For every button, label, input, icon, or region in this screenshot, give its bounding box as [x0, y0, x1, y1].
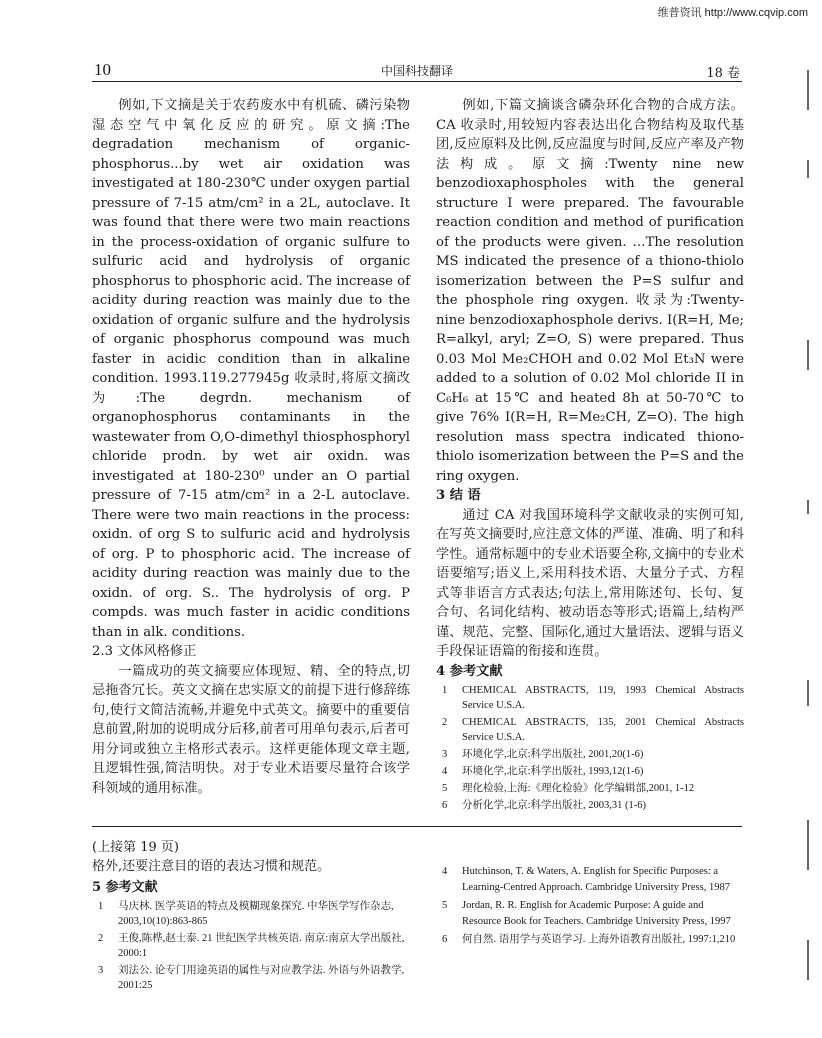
- right-paragraph-2: 通过 CA 对我国环境科学文献收录的实例可知,在写英文摘要时,应注意文体的严谨、准确、明了和科学性。通常标题中的专业术语要全称,文摘中的专业术语要缩写;语义上,采用科技术语、大量分子式、方程式等非语言方式表达;句法上,常用陈述句、长句、复合句、名词化结构、被动语态等形式;语篇上,结构严谨、规范、完整、国际化,通过大量语法、逻辑与语义手段保证语篇的衔接和连贯。: [436, 507, 744, 659]
- volume-label: 18 卷: [706, 66, 740, 81]
- section-divider: [92, 826, 742, 827]
- section-4-heading: 4 参考文献: [436, 663, 503, 679]
- continued-line: 格外,还要注意目的语的表达习惯和规范。: [92, 859, 331, 874]
- bottom-right-block: [436, 862, 744, 950]
- reference-item: 5 Jordan, R. R. English for Academic Purpose: A guide and Resource Book for Teachers. Cambridge University Press, 1997: [442, 900, 731, 927]
- reference-item: 2 CHEMICAL ABSTRACTS, 135, 2001 Chemical Abstracts Service U.S.A.: [442, 717, 744, 743]
- reference-list-bottom-left: [92, 899, 422, 993]
- right-column: [436, 96, 744, 815]
- left-column: [92, 96, 410, 798]
- reference-item: 4 环境化学,北京:科学出版社, 1993,12(1-6): [442, 766, 644, 777]
- section-3-heading: 3 结 语: [436, 488, 481, 503]
- reference-item: 4 Hutchinson, T. & Waters, A. English for Specific Purposes: a Learning-Centred Approach. Cambridge University Press, 1987: [442, 866, 730, 893]
- right-paragraph-1: 例如,下篇文摘谈含磷杂环化合物的合成方法。CA 收录时,用较短内容表达出化合物结构及取代基团,反应原料及比例,反应温度与时间,反应产率及产物法构成。原文摘:Twenty nine new benzodioxaphospholes with the general structure I were prepared. The favourable reaction condition and method of purification of the products were given. …The resolution MS indicated the presence of a thiono-thiolo isomerization between the P=S sulfur and the phosphole ring oxygen. 收录为:Twenty-nine benzodioxaphosphole derivs. I(R=H, Me; R=alkyl, aryl; Z=O, S) were prepared. Thus 0.03 Mol Me₂CHOH and 0.02 Mol Et₃N were added to a solution of 0.02 Mol chloride II in C₆H₆ at 15℃ and heated 8h at 50-70℃ to give 76% I(R=H, R=Me₂CH, Z=O). The high resolution mass spectra indicated thiono-thiolo isomerization between the P=S and the ring oxygen.: [436, 98, 744, 484]
- reference-item: 2 王俊,陈桦,赵士泰. 21 世纪医学共核英语. 南京:南京大学出版社, 2000:1: [98, 933, 405, 959]
- subsection-heading: 2.3 文体风格修正: [92, 644, 197, 659]
- page-header: [92, 58, 742, 82]
- reference-item: 6 分析化学,北京:科学出版社, 2003,31 (1-6): [442, 800, 647, 811]
- left-paragraph-1: 例如,下文摘是关于农药废水中有机硫、磷污染物湿态空气中氧化反应的研究。原文摘:The degradation mechanism of organic-phosphorus...by wet air oxidation was investigated at 180-230℃ under oxygen partial pressure of 7-15 atm/cm² in a 2L, autoclave. It was found that there were two main reactions in the process-oxidation of organic sulfure to sulfuric acid and hydrolysis of organic phosphorus to phosphoric acid. The increase of acidity during reaction was mainly due to the oxidation of organic sulfure and the hydrolysis of organic phosphorus compound was much faster in acidic condition than in alkaline condition. 1993.119.277945g 收录时,将原文摘改为:The degrdn. mechanism of organophosphorus contaminants in the wastewater from O,O-dimethyl thiosphosphoryl chloride prodn. by wet air oxidn. was investigated at 180-230⁰ under an O partial pressure of 7-15 atm/cm² in a 2-L autoclave. There were two main reactions in the process: oxidn. of org S to sulfuric acid and hydrolysis of org. P to phosphoric acid. The increase of acidity during reaction was mainly due to the oxidn. of org. S.. The hydrolysis of org. P compds. was much faster in acidic conditions than in alk. conditions.: [92, 98, 410, 640]
- reference-item: 3 环境化学,北京:科学出版社, 2001,20(1-6): [442, 749, 644, 760]
- watermark: 维普资讯 http://www.cqvip.com: [657, 7, 808, 19]
- scan-edge-marks: [804, 40, 814, 1020]
- journal-title: 中国科技翻译: [380, 64, 453, 78]
- page-number: 10: [94, 60, 111, 79]
- reference-list-bottom-right: [436, 864, 744, 948]
- reference-item: 1 CHEMICAL ABSTRACTS, 119, 1993 Chemical Abstracts Service U.S.A.: [442, 685, 744, 711]
- continued-note: (上接第 19 页): [92, 840, 179, 855]
- left-paragraph-2: 一篇成功的英文摘要应体现短、精、全的特点,切忌拖沓冗长。英文文摘在忠实原文的前提下进行修辞练句,使行文简洁流畅,并避免中式英文。摘要中的重要信息前置,附加的说明成分后移,前者可用单句表示,后者可用分词或独立主格形式表示。这样更能体现文章主题,且逻辑性强,简洁明快。对于专业术语要尽量符合该学科领域的通用标准。: [92, 663, 410, 796]
- reference-item: 3 刘法公. 论专门用途英语的属性与对应教学法. 外语与外语教学, 2001:25: [98, 965, 405, 991]
- reference-item: 5 理化检验,上海:《理化检验》化学编辑部,2001, 1-12: [442, 783, 695, 794]
- reference-list-top: [436, 683, 744, 813]
- reference-item: 6 何自然. 语用学与英语学习. 上海外语教育出版社, 1997:1,210: [442, 934, 736, 945]
- reference-item: 1 马庆林. 医学英语的特点及模糊现象探究. 中华医学写作杂志, 2003,10(10):863-865: [98, 901, 394, 927]
- section-5-heading: 5 参考文献: [92, 880, 158, 895]
- bottom-left-block: [92, 838, 422, 995]
